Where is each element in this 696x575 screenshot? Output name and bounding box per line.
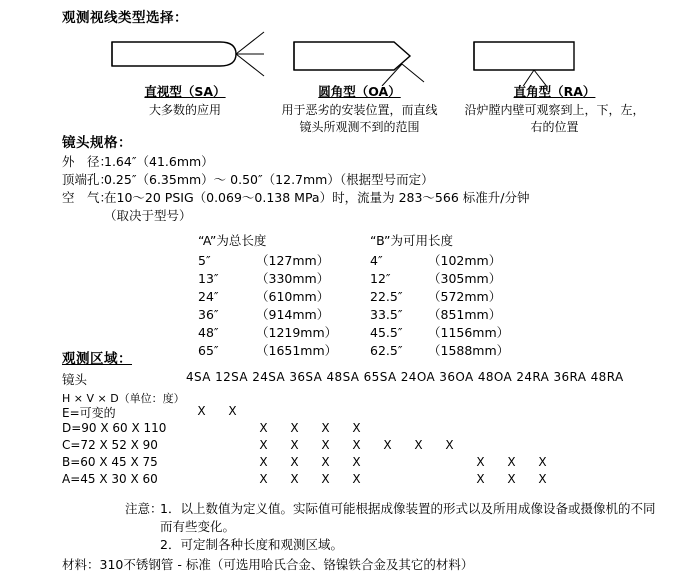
view-type-sa-label: 直视型（SA）: [144, 84, 226, 99]
length-b-mm: （102mm）: [428, 253, 502, 268]
length-b-row: [370, 270, 509, 288]
view-type-oa-desc: 用于恶劣的安装位置，而直线镜头所观测不到的范围: [281, 103, 438, 134]
matrix-cell-24sa: X: [259, 455, 268, 469]
view-type-section-title: 观测视线类型选择：: [62, 10, 188, 26]
matrix-cell-24sa: X: [259, 472, 268, 486]
matrix-cell-24ra: X: [476, 455, 485, 469]
matrix-cell-24ra: X: [476, 472, 485, 486]
length-b-inch: 62.5″: [370, 343, 403, 358]
hvd-unit-note: H × V × D（单位：度）: [62, 392, 185, 405]
matrix-cell-48sa: X: [321, 455, 330, 469]
view-type-ra-label: 直角型（RA）: [513, 84, 596, 99]
matrix-cell-24oa: [372, 472, 403, 489]
notes-heading: 注意：: [125, 501, 163, 516]
length-a-mm: （914mm）: [256, 307, 330, 322]
view-type-sa: [110, 84, 260, 119]
matrix-cell-12sa: [217, 421, 248, 438]
observation-model-list: 4SA 12SA 24SA 36SA 48SA 65SA 24OA 36OA 48OA 24RA 36RA 48RA: [186, 370, 624, 384]
matrix-cell-24sa: X: [259, 438, 268, 452]
matrix-cell-48sa: X: [321, 421, 330, 435]
matrix-row-label: B=60 X 45 X 75: [62, 455, 158, 469]
spec-value-outer-diameter: 1.64″（41.6mm）: [104, 154, 214, 169]
length-b-row: [370, 252, 509, 270]
matrix-cell-48sa: X: [321, 472, 330, 486]
matrix-cell-48oa: [434, 455, 465, 472]
matrix-cell-36oa: [403, 421, 434, 438]
matrix-cell-36ra: [496, 438, 527, 455]
length-b-row: [370, 306, 509, 324]
spec-row-tip-hole: [62, 170, 434, 188]
matrix-row-label: C=72 X 52 X 90: [62, 438, 158, 452]
matrix-row-label: D=90 X 60 X 110: [62, 421, 167, 435]
matrix-cell-36ra: [496, 421, 527, 438]
table-row: [62, 455, 558, 472]
spec-value-air-cont: （取决于型号）: [104, 208, 192, 223]
matrix-cell-36sa: X: [290, 455, 299, 469]
spec-label-air: 空 气：: [62, 190, 113, 205]
matrix-cell-65sa: X: [352, 438, 361, 452]
matrix-cell-36sa: X: [290, 438, 299, 452]
matrix-cell-36ra: X: [507, 472, 516, 486]
matrix-cell-36sa: X: [290, 472, 299, 486]
matrix-cell-48ra: X: [538, 455, 547, 469]
length-table-b-values: [370, 252, 509, 360]
matrix-cell-24ra: [465, 421, 496, 438]
matrix-cell-24oa: [372, 404, 403, 421]
matrix-cell-48oa: [434, 404, 465, 421]
view-type-oa-label: 圆角型（OA）: [318, 84, 401, 99]
matrix-cell-4sa: [186, 421, 217, 438]
length-a-inch: 13″: [198, 271, 219, 286]
matrix-cell-48ra: [527, 421, 558, 438]
matrix-cell-65sa: X: [352, 421, 361, 435]
matrix-cell-24oa: [372, 455, 403, 472]
length-table-a-header: “A”为总长度: [198, 233, 267, 248]
matrix-cell-36sa: X: [290, 421, 299, 435]
length-b-mm: （1156mm）: [428, 325, 510, 340]
spec-row-air: [62, 188, 529, 206]
length-a-row: [198, 342, 337, 360]
table-row: [62, 472, 558, 489]
length-b-row: [370, 288, 509, 306]
length-b-mm: （851mm）: [428, 307, 502, 322]
material-line: 材料：310不锈钢管 - 标准（可选用哈氏合金、铬镍铁合金及其它的材料）: [62, 557, 474, 572]
matrix-cell-48oa: X: [445, 438, 454, 452]
matrix-cell-48oa: [434, 472, 465, 489]
length-b-row: [370, 324, 509, 342]
length-a-row: [198, 306, 337, 324]
length-b-inch: 12″: [370, 271, 391, 286]
length-a-inch: 36″: [198, 307, 219, 322]
length-a-inch: 48″: [198, 325, 219, 340]
length-a-row: [198, 324, 337, 342]
matrix-cell-48oa: [434, 421, 465, 438]
length-a-mm: （127mm）: [256, 253, 330, 268]
matrix-row-label: E=可变的: [62, 406, 116, 420]
matrix-cell-24sa: [248, 404, 279, 421]
length-b-mm: （1588mm）: [428, 343, 510, 358]
matrix-cell-4sa: X: [197, 404, 206, 418]
matrix-cell-36sa: [279, 404, 310, 421]
matrix-cell-24oa: X: [383, 438, 392, 452]
table-row: [62, 421, 558, 438]
matrix-cell-36oa: [403, 455, 434, 472]
matrix-cell-36oa: X: [414, 438, 423, 452]
matrix-cell-65sa: X: [352, 472, 361, 486]
table-row: [62, 438, 558, 455]
view-type-ra-desc: 沿炉膛内壁可观察到上，下，左，右的位置: [464, 103, 645, 134]
matrix-cell-65sa: [341, 404, 372, 421]
length-b-inch: 4″: [370, 253, 383, 268]
length-b-inch: 22.5″: [370, 289, 403, 304]
oblique-angle-lens-diagram: [290, 26, 430, 86]
length-b-mm: （572mm）: [428, 289, 502, 304]
note-item-1: 1．以上数值为定义值。实际值可能根据成像装置的形式以及所用成像设备或摄像机的不同而有些变化。: [160, 501, 656, 534]
observation-section-title: 观测区域：: [62, 351, 132, 367]
matrix-cell-48sa: X: [321, 438, 330, 452]
matrix-cell-12sa: X: [228, 404, 237, 418]
observation-matrix: [62, 404, 558, 489]
length-b-mm: （305mm）: [428, 271, 502, 286]
matrix-cell-24ra: [465, 404, 496, 421]
matrix-cell-36oa: [403, 404, 434, 421]
length-b-row: [370, 342, 509, 360]
length-table-a-values: [198, 252, 337, 360]
table-row: [62, 404, 558, 421]
view-type-sa-desc: 大多数的应用: [148, 103, 221, 117]
length-b-inch: 45.5″: [370, 325, 403, 340]
note-item-2: 2．可定制各种长度和观测区域。: [160, 537, 343, 552]
lens-spec-section-title: 镜头规格：: [62, 135, 132, 151]
matrix-cell-12sa: [217, 438, 248, 455]
matrix-cell-36oa: [403, 472, 434, 489]
matrix-cell-48ra: [527, 438, 558, 455]
length-a-mm: （1651mm）: [256, 343, 338, 358]
matrix-cell-48ra: [527, 404, 558, 421]
straight-view-lens-diagram: [108, 26, 266, 82]
matrix-row-label: A=45 X 30 X 60: [62, 472, 158, 486]
length-a-row: [198, 288, 337, 306]
matrix-cell-48ra: X: [538, 472, 547, 486]
length-a-inch: 65″: [198, 343, 219, 358]
length-a-mm: （1219mm）: [256, 325, 338, 340]
length-a-mm: （610mm）: [256, 289, 330, 304]
matrix-cell-24oa: [372, 421, 403, 438]
spec-label-outer-diameter: 外 径：: [62, 154, 113, 169]
length-a-row: [198, 252, 337, 270]
length-b-inch: 33.5″: [370, 307, 403, 322]
spec-label-tip-hole: 顶端孔：: [62, 172, 113, 187]
length-table-b-header: “B”为可用长度: [370, 233, 453, 248]
matrix-cell-4sa: [186, 472, 217, 489]
length-a-row: [198, 270, 337, 288]
view-type-oa: [277, 84, 442, 136]
matrix-cell-12sa: [217, 455, 248, 472]
matrix-cell-4sa: [186, 455, 217, 472]
spec-value-air: 在10～20 PSIG（0.069～0.138 MPa）时，流量为 283～566 标准升/分钟: [104, 190, 530, 205]
length-a-mm: （330mm）: [256, 271, 330, 286]
matrix-cell-48sa: [310, 404, 341, 421]
matrix-cell-36ra: [496, 404, 527, 421]
observation-lens-label: 镜头: [62, 372, 88, 387]
matrix-cell-12sa: [217, 472, 248, 489]
matrix-cell-65sa: X: [352, 455, 361, 469]
length-a-inch: 5″: [198, 253, 211, 268]
matrix-cell-4sa: [186, 438, 217, 455]
matrix-cell-24sa: X: [259, 421, 268, 435]
spec-row-outer-diameter: [62, 152, 214, 170]
matrix-cell-24ra: [465, 438, 496, 455]
view-type-ra: [462, 84, 647, 136]
matrix-cell-36ra: X: [507, 455, 516, 469]
spec-value-tip-hole: 0.25″（6.35mm）～ 0.50″（12.7mm）（根据型号而定）: [104, 172, 434, 187]
right-angle-lens-diagram: [470, 26, 610, 86]
length-a-inch: 24″: [198, 289, 219, 304]
